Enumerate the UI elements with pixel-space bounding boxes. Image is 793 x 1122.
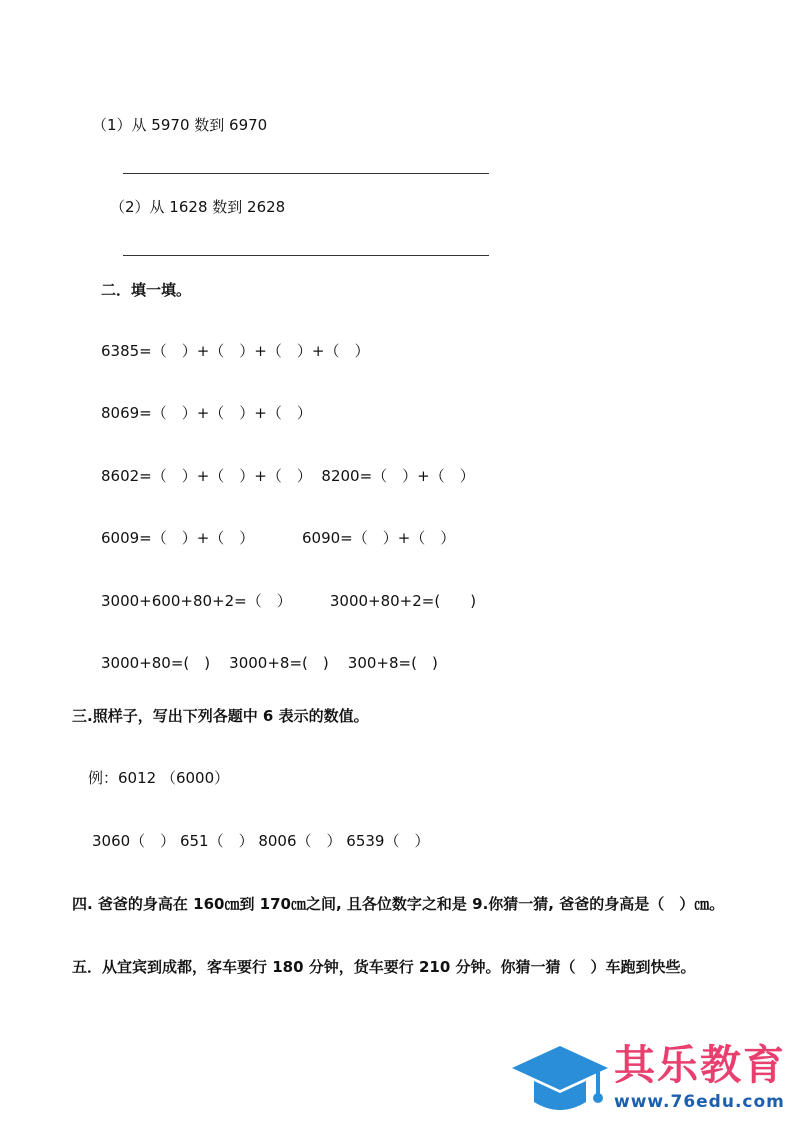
section-5-question: 五．从宜宾到成都，客车要行 180 分钟，货车要行 210 分钟。你猜一猜（ ）车跑到快些。 <box>72 958 696 976</box>
fill-line-3: 8602=（ ）+（ ）+（ ） 8200=（ ）+（ ） <box>101 467 475 485</box>
fill-line-6: 3000+80=( ) 3000+8=( ) 300+8=( ) <box>101 654 438 672</box>
section-3-heading: 三.照样子，写出下列各题中 6 表示的数值。 <box>72 707 369 725</box>
value-items-line: 3060（ ） 651（ ） 8006（ ） 6539（ ） <box>92 832 430 850</box>
fill-line-2: 8069=（ ）+（ ）+（ ） <box>101 404 312 422</box>
logo <box>510 1040 790 1116</box>
answer-line-2 <box>123 255 489 256</box>
fill-line-1: 6385=（ ）+（ ）+（ ）+（ ） <box>101 342 370 360</box>
logo-title: 其乐教育 <box>614 1041 786 1089</box>
count-item-2: （2）从 1628 数到 2628 <box>110 198 286 216</box>
section-4-question: 四. 爸爸的身高在 160㎝到 170㎝之间, 且各位数字之和是 9.你猜一猜, 爸爸的身高是（ ）㎝。 <box>72 895 725 913</box>
fill-line-4: 6009=（ ）+（ ） 6090=（ ）+（ ） <box>101 529 456 547</box>
fill-line-5: 3000+600+80+2=（ ） 3000+80+2=( ) <box>101 592 477 610</box>
example-line: 例：6012 （6000） <box>88 769 230 787</box>
graduation-cap-icon <box>510 1040 610 1116</box>
section-2-heading: 二．填一填。 <box>101 281 192 299</box>
count-item-1: （1）从 5970 数到 6970 <box>92 116 268 134</box>
answer-line-1 <box>123 173 489 174</box>
logo-url: www.76edu.com <box>614 1092 785 1112</box>
